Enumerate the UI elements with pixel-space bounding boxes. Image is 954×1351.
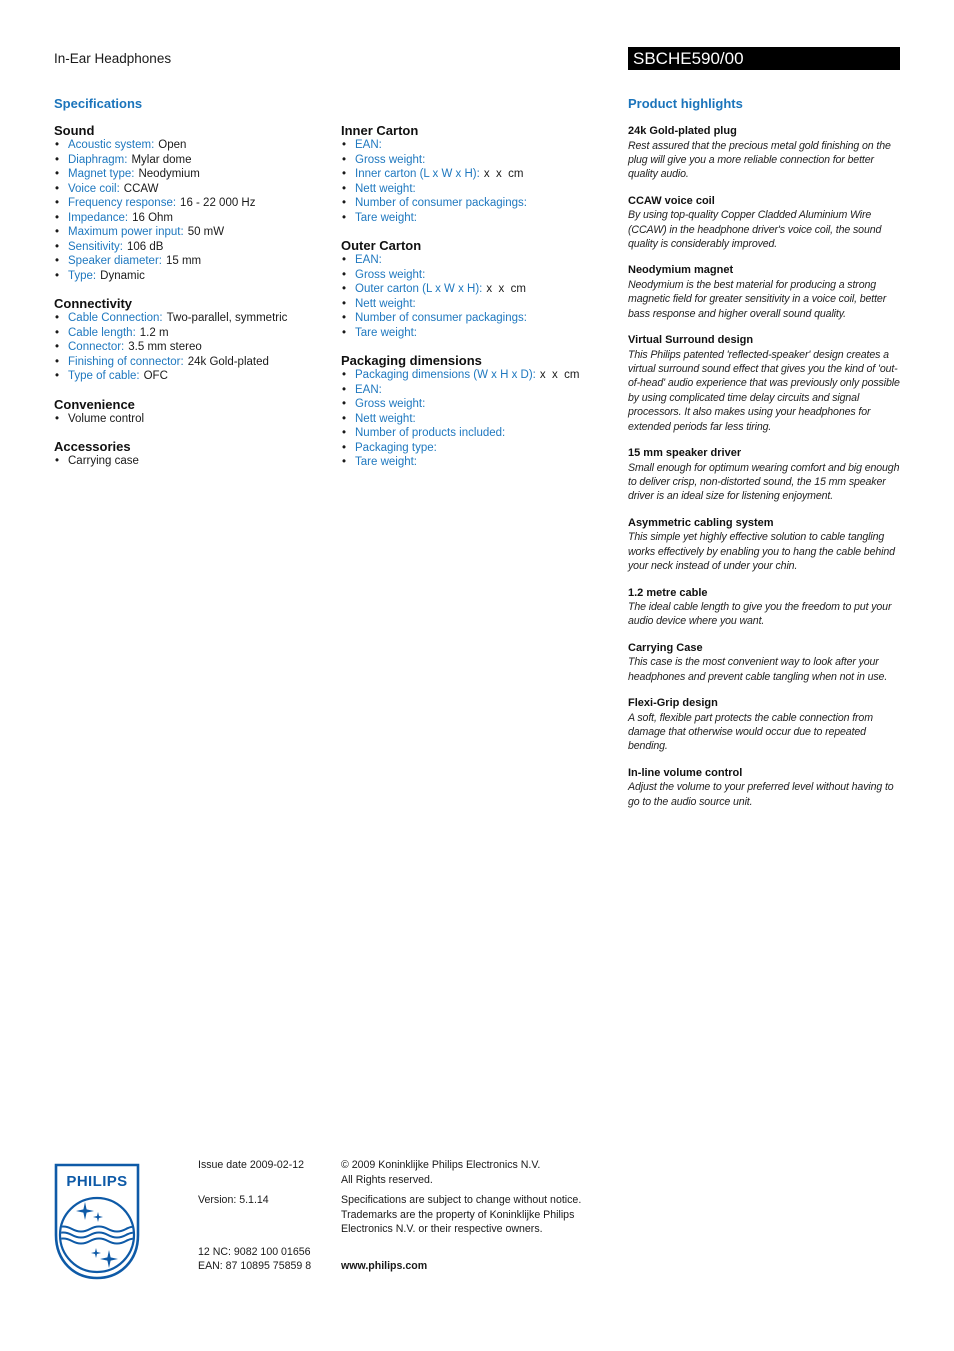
spec-label: Acoustic system: — [68, 139, 155, 151]
spec-item — [341, 311, 616, 326]
spec-item — [54, 311, 326, 326]
spec-item — [341, 282, 616, 297]
spec-label: Cable length: — [68, 326, 136, 339]
issue-date: Issue date 2009-02-12 — [198, 1159, 305, 1171]
ean-number: EAN: 87 10895 75859 8 — [198, 1260, 312, 1272]
spec-value: 16 Ohm — [132, 211, 174, 224]
product-highlights-title: Product highlights — [628, 96, 743, 111]
spec-item — [54, 340, 326, 355]
highlight-title: 24k Gold-plated plug — [628, 125, 737, 137]
spec-label: Number of consumer packagings: — [355, 312, 527, 324]
spec-item — [341, 253, 616, 268]
highlight-description: Small enough for optimum wearing comfort and big enough to deliver crisp, non-distorted sound, the 15 mm speaker driver is an ideal size for listening enjoyment. — [628, 461, 900, 503]
spec-value: 50 mW — [187, 226, 225, 238]
highlight-title: Virtual Surround design — [628, 334, 754, 347]
highlight-description: Neodymium is the best material for producing a strong magnetic field for greater sensitivity in a voice coil, better bass response and higher overall sound quality. — [628, 278, 887, 320]
spec-item — [341, 182, 616, 197]
spec-item — [341, 297, 616, 312]
highlight-item — [628, 194, 900, 252]
spec-value: x x cm — [486, 283, 527, 295]
spec-item — [341, 368, 616, 383]
spec-item — [341, 441, 616, 456]
spec-group-heading: Convenience — [54, 396, 135, 412]
highlight-description: By using top-quality Copper Cladded Aluminium Wire (CCAW) in the headphone driver's voice coil, the sound quality is considerably improved. — [628, 209, 882, 251]
spec-item — [341, 211, 616, 226]
spec-item — [341, 426, 616, 441]
highlight-item — [628, 696, 900, 754]
spec-item — [54, 196, 326, 211]
spec-label: Voice coil: — [68, 182, 120, 195]
spec-item — [54, 211, 326, 226]
spec-item — [54, 182, 326, 197]
highlight-title: Asymmetric cabling system — [628, 516, 774, 529]
highlight-item — [628, 641, 900, 684]
spec-label: Packaging type: — [355, 441, 437, 454]
spec-label: Tare weight: — [355, 211, 418, 224]
spec-item — [54, 225, 326, 240]
spec-item: • Carrying case — [54, 454, 326, 469]
spec-label: Outer carton (L x W x H): — [355, 283, 483, 295]
spec-label: Tare weight: — [355, 326, 418, 339]
spec-label: Diaphragm: — [68, 153, 128, 166]
spec-label: Connector: — [68, 341, 125, 353]
spec-value: 106 dB — [126, 240, 164, 253]
highlight-item — [628, 333, 900, 434]
highlight-description: This simple yet highly effective solution to cable tangling works effectively by enabling you to hang the cable behind your neck instead of under your chin. — [628, 531, 895, 573]
spec-value: Dynamic — [100, 269, 145, 282]
spec-label: Inner carton (L x W x H): — [355, 168, 480, 180]
spec-value: Two-parallel, symmetric — [166, 312, 288, 324]
highlight-item — [628, 766, 900, 809]
spec-group-connectivity — [54, 296, 326, 384]
spec-group-heading: Connectivity — [54, 296, 133, 311]
spec-group-convenience — [54, 397, 326, 427]
spec-item — [54, 326, 326, 341]
spec-item — [341, 455, 616, 470]
spec-label: Cable Connection: — [68, 312, 163, 324]
spec-item — [54, 153, 326, 168]
spec-label: EAN: — [355, 254, 382, 266]
highlight-title: In-line volume control — [628, 766, 743, 779]
spec-list — [341, 138, 616, 225]
spec-list — [54, 454, 326, 469]
notice-line: Specifications are subject to change without notice. — [341, 1194, 582, 1206]
spec-item — [54, 240, 326, 255]
spec-item — [54, 254, 326, 269]
spec-label: Type: — [68, 269, 97, 282]
highlight-description: This Philips patented 'reflected-speaker' design creates a virtual surround sound effect that gives you the kind of 'out-of-head' audio experience that was previously only possible by using complicated time delay circuits and signal processors. It also makes using your headphones for extended periods far less tiring. — [628, 348, 900, 433]
rights-reserved: All Rights reserved. — [341, 1174, 433, 1186]
spec-item — [341, 196, 616, 211]
highlight-item — [628, 586, 900, 629]
spec-item — [341, 268, 616, 283]
spec-value: Neodymium — [138, 168, 200, 180]
spec-group-sound — [54, 123, 326, 283]
spec-item — [54, 355, 326, 370]
philips-shield-logo — [54, 1163, 140, 1280]
spec-label: Nett weight: — [355, 297, 416, 310]
spec-item — [54, 269, 326, 284]
spec-item — [54, 138, 326, 153]
spec-label: Impedance: — [68, 211, 129, 224]
spec-item — [341, 167, 616, 182]
notice-line: Trademarks are the property of Koninklijke Philips — [341, 1209, 575, 1221]
spec-item: • Volume control — [54, 412, 326, 427]
spec-group-heading: Outer Carton — [341, 238, 422, 253]
spec-item — [54, 369, 326, 384]
specifications-title: Specifications — [54, 96, 143, 111]
spec-label: Gross weight: — [355, 398, 426, 410]
spec-label: Number of consumer packagings: — [355, 197, 527, 209]
spec-list — [54, 412, 326, 427]
highlight-title: Neodymium magnet — [628, 264, 734, 277]
spec-group-accessories — [54, 439, 326, 469]
spec-item — [341, 326, 616, 341]
spec-group-heading: Accessories — [54, 439, 131, 454]
spec-group-heading: Inner Carton — [341, 123, 419, 138]
spec-label: Speaker diameter: — [68, 255, 162, 267]
spec-value: x x cm — [483, 168, 524, 180]
spec-list — [341, 253, 616, 340]
spec-value: 1.2 m — [139, 326, 169, 339]
highlight-description: Adjust the volume to your preferred level without having to go to the audio source unit. — [628, 781, 894, 808]
spec-value: 15 mm — [165, 255, 202, 267]
spec-list — [54, 311, 326, 384]
highlight-description: The ideal cable length to give you the freedom to put your audio device where you want. — [628, 601, 892, 628]
spec-item — [341, 412, 616, 427]
highlight-item — [628, 124, 900, 182]
spec-label: Gross weight: — [355, 153, 426, 166]
highlight-title: 15 mm speaker driver — [628, 447, 742, 460]
spec-value: Mylar dome — [131, 153, 192, 166]
spec-group-outer-carton — [341, 238, 616, 340]
spec-group-packaging-dimensions — [341, 353, 616, 470]
spec-label: Sensitivity: — [68, 240, 123, 253]
copyright: © 2009 Koninklijke Philips Electronics N.V. — [341, 1159, 541, 1171]
spec-group-inner-carton — [341, 123, 616, 225]
highlight-item — [628, 446, 900, 504]
spec-label: EAN: — [355, 139, 382, 151]
highlight-title: CCAW voice coil — [628, 194, 715, 207]
notice-line: Electronics N.V. or their respective owners. — [341, 1223, 543, 1235]
spec-label: Frequency response: — [68, 197, 177, 209]
spec-item — [341, 383, 616, 398]
nc-number: 12 NC: 9082 100 01656 — [198, 1246, 311, 1258]
spec-item — [341, 153, 616, 168]
spec-value: x x cm — [539, 369, 580, 381]
spec-item — [341, 397, 616, 412]
highlight-description: Rest assured that the precious metal gold finishing on the plug will give you a more reliable connection for better quality audio. — [628, 139, 891, 181]
spec-value: 3.5 mm stereo — [128, 341, 202, 353]
spec-value: 24k Gold-plated — [187, 355, 269, 368]
highlight-title: Flexi-Grip design — [628, 697, 718, 710]
version: Version: 5.1.14 — [198, 1194, 269, 1206]
spec-group-heading: Packaging dimensions — [341, 353, 482, 368]
spec-value: 16 - 22 000 Hz — [180, 197, 256, 209]
spec-label: Magnet type: — [68, 168, 135, 180]
spec-label: Maximum power input: — [68, 226, 184, 238]
highlight-title: Carrying Case — [628, 641, 703, 654]
highlight-description: This case is the most convenient way to look after your headphones and prevent cable tangling when not in use. — [628, 656, 888, 683]
product-highlights-column — [628, 124, 900, 821]
highlight-item — [628, 516, 900, 574]
spec-label: Packaging dimensions (W x H x D): — [355, 369, 536, 381]
spec-label: Nett weight: — [355, 412, 416, 425]
spec-group-heading: Sound — [54, 123, 95, 138]
model-number-box: SBCHE590/00 — [628, 47, 900, 70]
highlight-item — [628, 263, 900, 321]
spec-label: Nett weight: — [355, 182, 416, 195]
product-category: In-Ear Headphones — [54, 51, 172, 66]
spec-label: Finishing of connector: — [68, 355, 184, 368]
spec-list — [341, 368, 616, 470]
spec-label: Number of products included: — [355, 427, 506, 439]
spec-label: Tare weight: — [355, 456, 418, 468]
spec-value: CCAW — [123, 182, 159, 195]
highlight-title: 1.2 metre cable — [628, 586, 708, 599]
spec-label: EAN: — [355, 383, 382, 396]
spec-item — [54, 167, 326, 182]
specs-column-1 — [54, 123, 326, 482]
spec-value: OFC — [143, 370, 168, 382]
spec-list — [54, 138, 326, 283]
spec-value: Open — [158, 139, 187, 151]
logo-wordmark: PHILIPS — [66, 1173, 128, 1190]
spec-label: Type of cable: — [68, 370, 140, 382]
highlight-description: A soft, flexible part protects the cable connection from damage that otherwise would occur due to repeated bending. — [628, 711, 873, 753]
website-link[interactable]: www.philips.com — [341, 1260, 428, 1272]
specs-column-2 — [341, 123, 616, 483]
spec-label: Gross weight: — [355, 268, 426, 281]
spec-item — [341, 138, 616, 153]
